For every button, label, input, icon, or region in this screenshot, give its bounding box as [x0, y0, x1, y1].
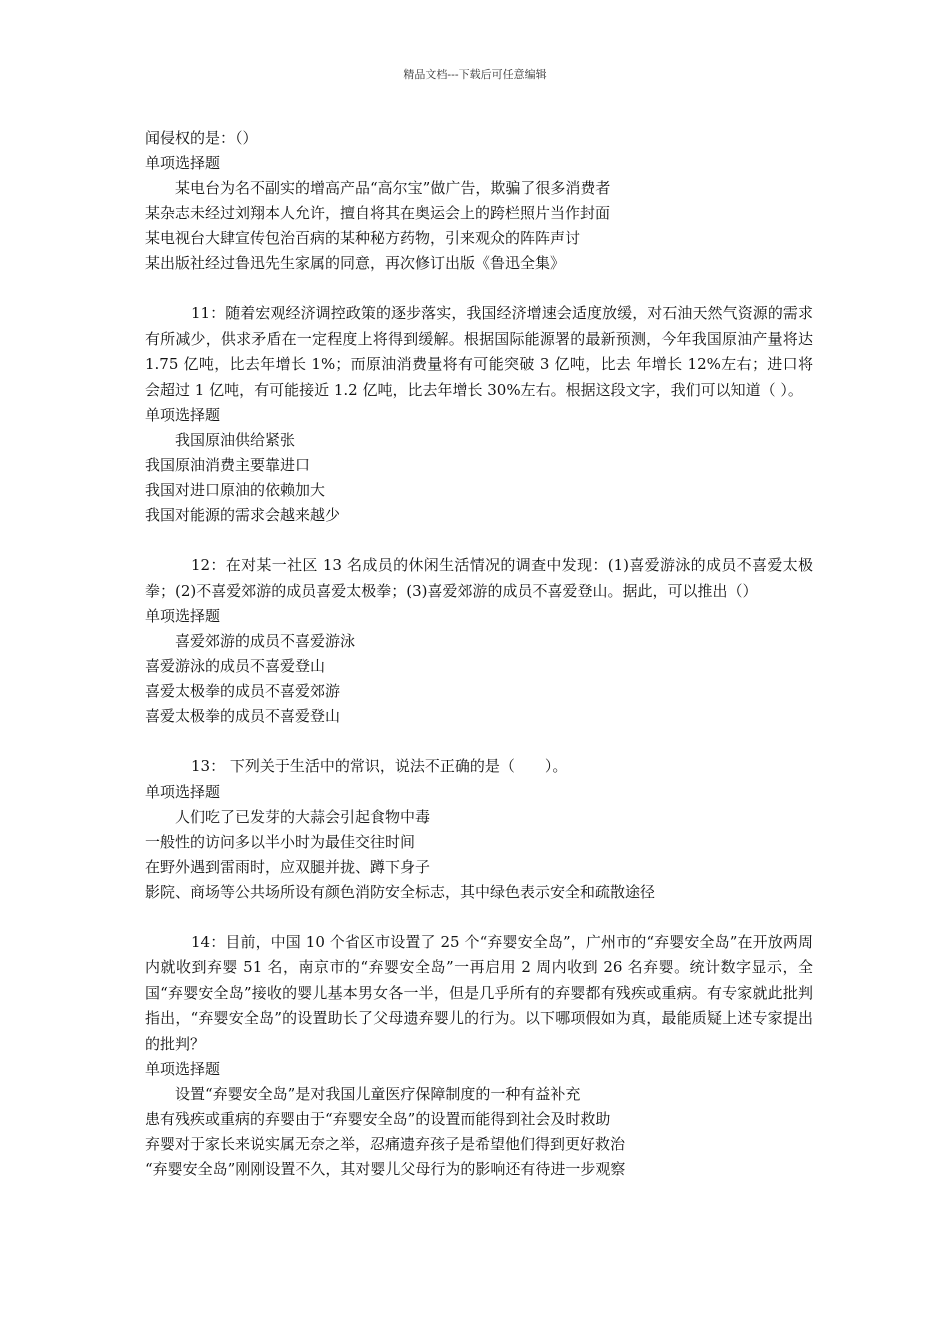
option-a: 喜爱郊游的成员不喜爱游泳	[175, 632, 356, 650]
option-a: 人们吃了已发芽的大蒜会引起食物中毒	[175, 807, 431, 826]
option-b: 喜爱游泳的成员不喜爱登山	[145, 657, 326, 675]
option-d: 我国对能源的需求会越来越少	[145, 506, 341, 524]
question-type-label: 单项选择题	[145, 782, 221, 801]
option-d: 影院、商场等公共场所设有颜色消防安全标志，其中绿色表示安全和疏散途径	[145, 882, 656, 901]
question-number: 13：	[191, 757, 226, 775]
question-number: 11：	[191, 304, 226, 322]
question-text: 下列关于生活中的常识，说法不正确的是（ ）。	[225, 757, 568, 775]
question-11-stem	[145, 301, 813, 403]
option-b: 我国原油消费主要靠进口	[145, 456, 311, 474]
question-text: 目前，中国 10 个省区市设置了 25 个“弃婴安全岛”，广州市的“弃婴安全岛”在开放两周内就收到弃婴 51 名，南京市的“弃婴安全岛”一再启用 2 周内收到 26 名弃婴。统计数字显示，全国“弃婴安全岛”接收的婴儿基本男女各一半，但是几乎所有的弃婴都有残疾或重病。有专家就此批判指出，“弃婴安全岛”的设置助长了父母遗弃婴儿的行为。以下哪项假如为真，最能质疑上述专家提出的批判？	[145, 932, 813, 1053]
option-d: 喜爱太极拳的成员不喜爱登山	[145, 707, 341, 725]
option-d: 某出版社经过鲁迅先生家属的同意，再次修订出版《鲁迅全集》	[145, 254, 566, 272]
page-header: 精品文档---下载后可任意编辑	[403, 68, 547, 81]
option-a: 设置“弃婴安全岛”是对我国儿童医疗保障制度的一种有益补充	[175, 1085, 581, 1103]
option-c: 某电视台大肆宣传包治百病的某种秘方药物，引来观众的阵阵声讨	[145, 229, 581, 247]
question-13	[145, 754, 813, 905]
question-type-label: 单项选择题	[145, 1060, 221, 1078]
question-12-stem	[145, 553, 813, 604]
question-number: 12：	[191, 556, 226, 574]
option-b: 某杂志未经过刘翔本人允许，擅自将其在奥运会上的跨栏照片当作封面	[145, 204, 611, 222]
option-a: 某电台为名不副实的增高产品“高尔宝”做广告，欺骗了很多消费者	[175, 179, 611, 197]
option-c: 喜爱太极拳的成员不喜爱郊游	[145, 682, 341, 700]
option-c: 弃婴对于家长来说实属无奈之举，忍痛遗弃孩子是希望他们得到更好救治	[145, 1135, 626, 1153]
question-12	[145, 553, 813, 729]
question-14-stem	[145, 930, 813, 1058]
option-b: 一般性的访问多以半小时为最佳交往时间	[145, 832, 416, 851]
option-c: 在野外遇到雷雨时，应双腿并拢、蹲下身子	[145, 857, 431, 876]
question-11	[145, 301, 813, 528]
question-type-label: 单项选择题	[145, 154, 221, 172]
question-10-tail: 闻侵权的是：（）	[145, 129, 258, 147]
question-text: 随着宏观经济调控政策的逐步落实，我国经济增速会适度放缓，对石油天然气资源的需求有所减少，供求矛盾在一定程度上将得到缓解。根据国际能源署的最新预测，今年我国原油产量将达 1.75 亿吨，比去年增长 1%；而原油消费量将有可能突破 3 亿吨，比去 年增长 12%左右；进口将会超过 1 亿吨，有可能接近 1.2 亿吨，比去年增长 30%左右。根据这段文字，我们可以知道（ ）。	[145, 304, 813, 399]
option-a: 我国原油供给紧张	[175, 431, 296, 449]
question-14	[145, 930, 813, 1183]
option-d: “弃婴安全岛”刚刚设置不久，其对婴儿父母行为的影响还有待进一步观察	[145, 1160, 626, 1178]
option-c: 我国对进口原油的依赖加大	[145, 481, 326, 499]
option-b: 患有残疾或重病的弃婴由于“弃婴安全岛”的设置而能得到社会及时救助	[145, 1110, 611, 1128]
question-text: 在对某一社区 13 名成员的休闲生活情况的调查中发现：(1)喜爱游泳的成员不喜爱太极拳；(2)不喜爱郊游的成员喜爱太极拳；(3)喜爱郊游的成员不喜爱登山。据此，可以推出（）	[145, 556, 814, 600]
document-body	[145, 126, 813, 1182]
question-type-label: 单项选择题	[145, 406, 221, 424]
question-type-label: 单项选择题	[145, 607, 221, 625]
question-13-stem	[145, 754, 813, 780]
question-10	[145, 126, 813, 276]
question-number: 14：	[191, 932, 226, 951]
